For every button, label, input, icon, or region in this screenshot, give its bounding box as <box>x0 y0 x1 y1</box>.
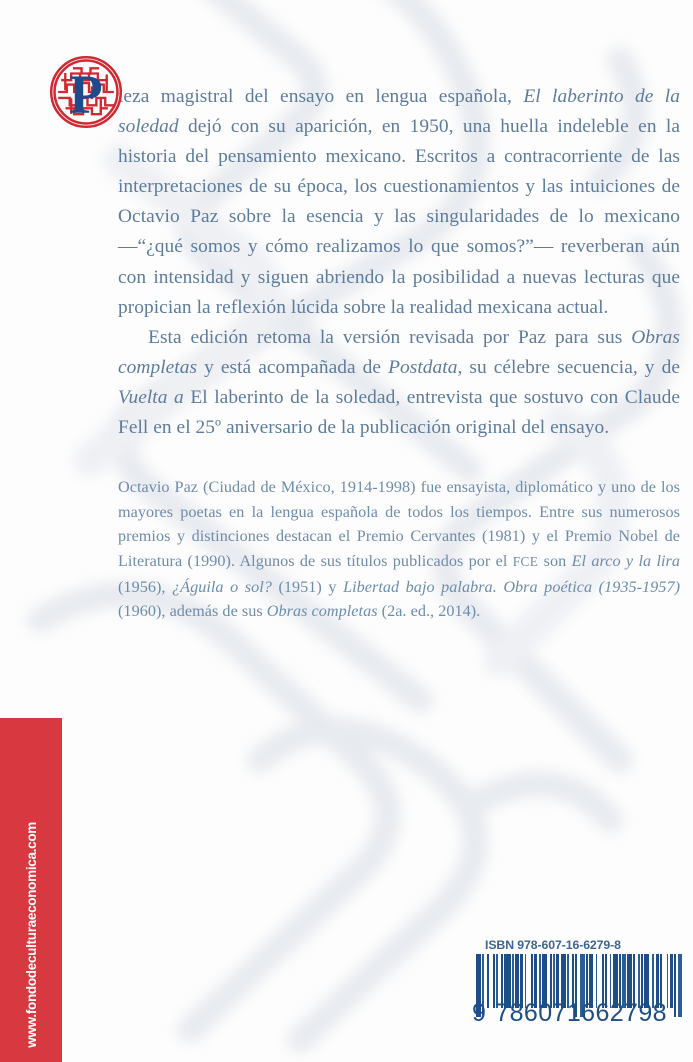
barcode-main-digits: 786071662798 <box>495 999 667 1027</box>
publisher-url-band <box>0 718 62 1062</box>
barcode-block <box>472 938 682 1028</box>
author-bio-text: Octavio Paz (Ciudad de México, 1914-1998) fue ensayista, diplomático y uno de los mayores poetas en la lengua española de todos los tiempos. Entre sus numerosos premios y distinciones destacan el Premio Cervantes (1981) y el Premio Nobel de Literatura (1990). Algunos de sus títulos publicados por el FCE son El arco y la lira (1956), ¿Águila o sol? (1951) y Libertad bajo palabra. Obra poética (1935-1957) (1960), además de sus Obras completas (2a. ed., 2014). <box>118 478 681 621</box>
blurb-paragraph-2: Esta edición retoma la versión revisada por Paz para sus Obras completas y está acompañada de Postdata, su célebre secuencia, y de Vuelta a El laberinto de la soledad, entrevista que sostuvo con Claude Fell en el 25º aniversario de la publicación original del ensayo. <box>118 326 680 439</box>
svg-text:P: P <box>69 63 103 125</box>
fce-labyrinth-p-logo-icon <box>49 55 123 129</box>
isbn-label: ISBN 978-607-16-6279-8 <box>485 938 621 952</box>
publisher-website[interactable]: www.fondodeculturaeconomica.com <box>23 822 39 1048</box>
barcode-lead-digit: 9 <box>472 999 487 1027</box>
cover-copy-column <box>69 63 681 624</box>
blurb-paragraph-1: ieza magistral del ensayo en lengua española, El laberinto de la soledad dejó con su aparición, en 1950, una huella indeleble en la historia del pensamiento mexicano. Escritos a contracorriente de las interpretaciones de su época, los cuestionamientos y las intuiciones de Octavio Paz sobre la esencia y las singularidades de lo mexicano —“¿qué somos y cómo realizamos lo que somos?”— reverberan aún con intensidad y siguen abriendo la posibilidad a nuevas lecturas que propician la reflexión lúcida sobre la realidad mexicana actual. <box>118 86 680 318</box>
blurb-text <box>118 82 680 443</box>
barcode-digits <box>472 999 682 1028</box>
barcode-bar <box>678 954 683 1017</box>
